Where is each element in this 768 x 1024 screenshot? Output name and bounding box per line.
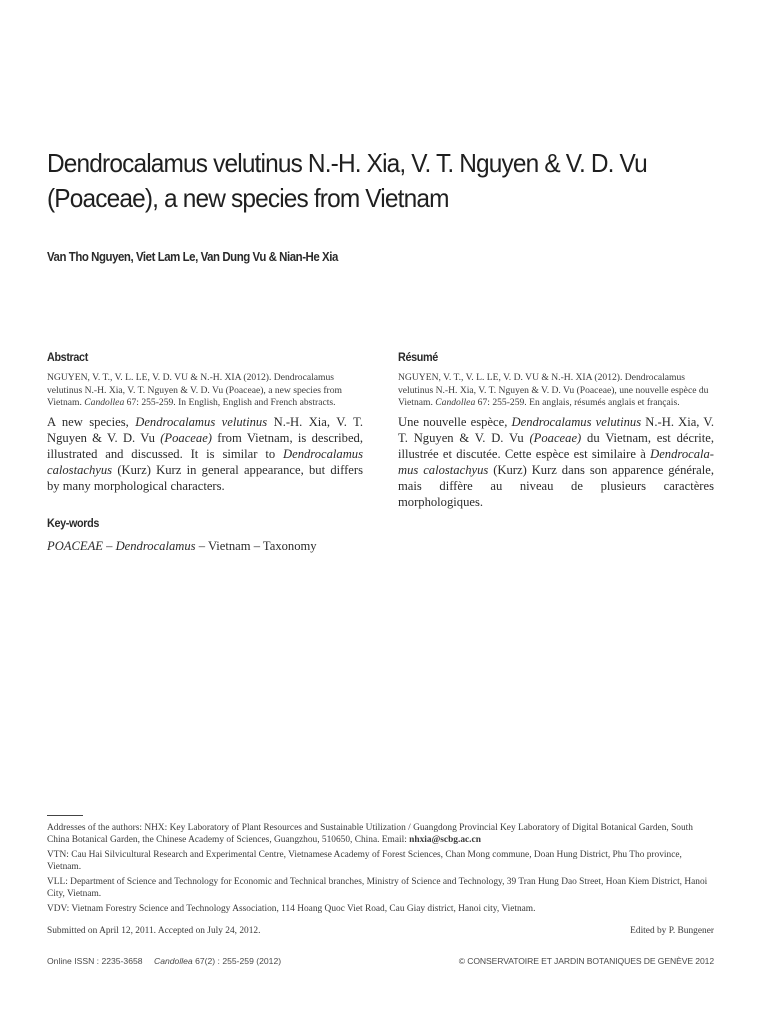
address-nhx: Addresses of the authors: NHX: Key Laboratory of Plant Resources and Sustainable Utilization / Guangdong Provincial Key Laboratory of Digital Botanical Garden, South China Botanical Garden, the Chinese Academy of Sciences, Guangzhou, 510650, China. Email: nhxia@scbg.ac.cn <box>47 823 693 845</box>
abstract-text: A new species, Dendrocalamus velutinus N.-H. Xia, V. T. Nguyen & V. D. Vu (Poaceae) from Vietnam, is described, illustrated and discussed. It is similar to Dendrocalamus calostachyus (Kurz) Kurz in general appearance, but differs by many morphological characters. <box>47 414 364 493</box>
abstract-citation: NGUYEN, V. T., V. L. LE, V. D. VU & N.-H. XIA (2012). Dendrocalamus velutinus N.-H. Xia, V. T. Nguyen & V. D. Vu (Poaceae), a new species from Vietnam. Candollea 67: 255-259. In English, English and French abstracts. <box>47 372 343 408</box>
abstract-section <box>47 350 363 494</box>
keywords-list: POACEAE – Dendrocalamus – Vietnam – Taxonomy <box>47 539 317 553</box>
related-species-name: Dendrocala-mus calostachyus <box>398 446 714 477</box>
editor-credit: Edited by P. Bungener <box>630 926 714 936</box>
family-name: (Poaceae) <box>529 430 582 445</box>
submission-dates: Submitted on April 12, 2011. Accepted on July 24, 2012. <box>47 926 261 936</box>
title-line-1: Dendrocalamus velutinus N.-H. Xia, V. T. Nguyen & V. D. Vu <box>47 148 647 178</box>
journal-reference: Candollea 67(2) : 255-259 (2012) <box>154 956 282 966</box>
resume-section <box>398 350 714 510</box>
abstract-heading: Abstract <box>47 350 88 364</box>
address-vll: VLL: Department of Science and Technology for Economic and Technical branches, Ministry of Science and Technology, 39 Tran Hung Dao Street, Hoan Kiem District, Hanoi City, Vietnam. <box>47 877 708 899</box>
author-email-link[interactable]: nhxia@scbg.ac.cn <box>409 835 481 845</box>
related-species-name: Dendrocalamus calostachyus <box>47 446 363 477</box>
resume-heading: Résumé <box>398 350 438 364</box>
species-name: Dendrocalamus velutinus <box>135 414 268 429</box>
resume-citation: NGUYEN, V. T., V. L. LE, V. D. VU & N.-H. XIA (2012). Dendrocalamus velutinus N.-H. Xia, V. T. Nguyen & V. D. Vu (Poaceae), une nouvelle espèce du Vietnam. Candollea 67: 255-259. En anglais, résumés anglais et français. <box>398 372 709 408</box>
address-vtn: VTN: Cau Hai Silvicultural Research and Experimental Centre, Vietnamese Academy of Forest Sciences, Chan Mong commune, Doan Hung District, Phu Tho province, Vietnam. <box>47 850 682 872</box>
resume-text: Une nouvelle espèce, Dendrocalamus velutinus N.-H. Xia, V. T. Nguyen & V. D. Vu (Poaceae) du Vietnam, est décrite, illustrée et discutée. Cette espèce est similaire à Dendrocala-mus calostachyus (Kurz) Kurz dans son apparence générale, mais diffère au niveau de plusieurs caractères morphologiques. <box>398 414 715 509</box>
keywords-section <box>47 516 363 554</box>
address-vdv: VDV: Vietnam Forestry Science and Technology Association, 114 Hoang Quoc Viet Road, Cau Giay district, Hanoi city, Vietnam. <box>47 904 536 914</box>
family-name: (Poaceae) <box>160 430 212 445</box>
title-line-2: (Poaceae), a new species from Vietnam <box>47 183 449 213</box>
species-name: Dendrocalamus velutinus <box>511 414 642 429</box>
footnote-divider <box>47 815 83 816</box>
online-issn: Online ISSN : 2235-3658 <box>47 956 143 966</box>
author-list: Van Tho Nguyen, Viet Lam Le, Van Dung Vu & Nian-He Xia <box>47 249 338 264</box>
article-title <box>47 146 696 216</box>
keywords-heading: Key-words <box>47 516 99 530</box>
author-addresses <box>47 822 717 918</box>
abstract-citation-journal: Candollea <box>84 397 125 408</box>
copyright-notice: © CONSERVATOIRE ET JARDIN BOTANIQUES DE GENÈVE 2012 <box>458 956 714 966</box>
resume-citation-journal: Candollea <box>435 397 476 408</box>
